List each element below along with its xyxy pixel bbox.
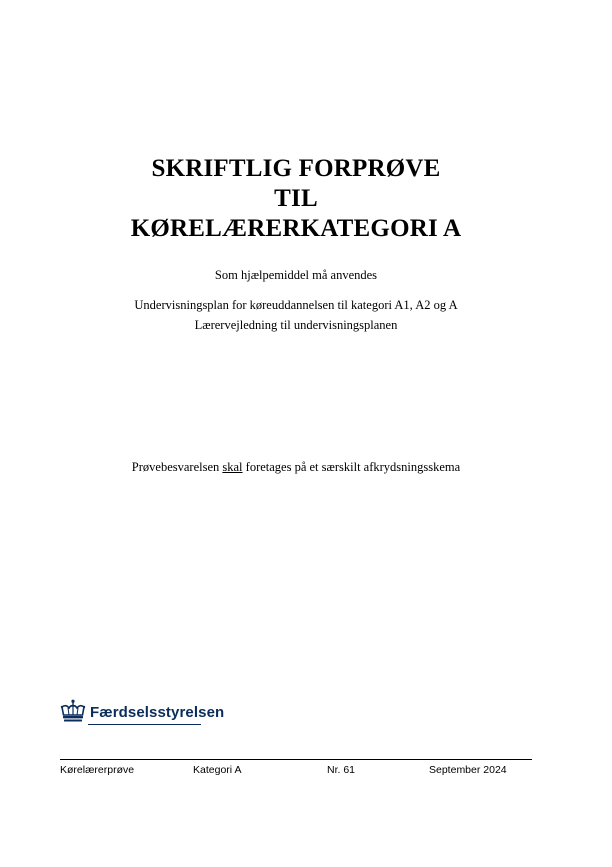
allowed-aid-item: Undervisningsplan for køreuddannelsen til kategori A1, A2 og A (134, 298, 458, 312)
logo-underline (88, 724, 201, 725)
title-line-2: TIL (274, 185, 318, 212)
footer-exam-name: Kørelærerprøve (60, 764, 135, 776)
footer-number: Nr. 61 (327, 764, 356, 776)
allowed-aid-item: Lærervejledning til undervisningsplanen (194, 318, 398, 332)
footer-category: Kategori A (193, 764, 242, 776)
document-title (0, 154, 592, 244)
title-line-3: KØRELÆRERKATEGORI A (130, 215, 462, 242)
answer-instruction (0, 460, 592, 475)
instruction-text-after: foretages på et særskilt afkrydsningsskema (242, 460, 461, 474)
instruction-emphasis: skal (222, 460, 243, 474)
agency-logo (60, 699, 225, 729)
instruction-text-before: Prøvebesvarelsen (131, 460, 223, 474)
agency-name: Færdselsstyrelsen (90, 704, 225, 721)
crown-icon (60, 699, 86, 723)
allowed-aids-heading: Som hjælpemiddel må anvendes (214, 268, 378, 282)
footer-divider (60, 759, 532, 760)
footer-date: September 2024 (429, 764, 507, 776)
title-line-1: SKRIFTLIG FORPRØVE (151, 155, 441, 182)
